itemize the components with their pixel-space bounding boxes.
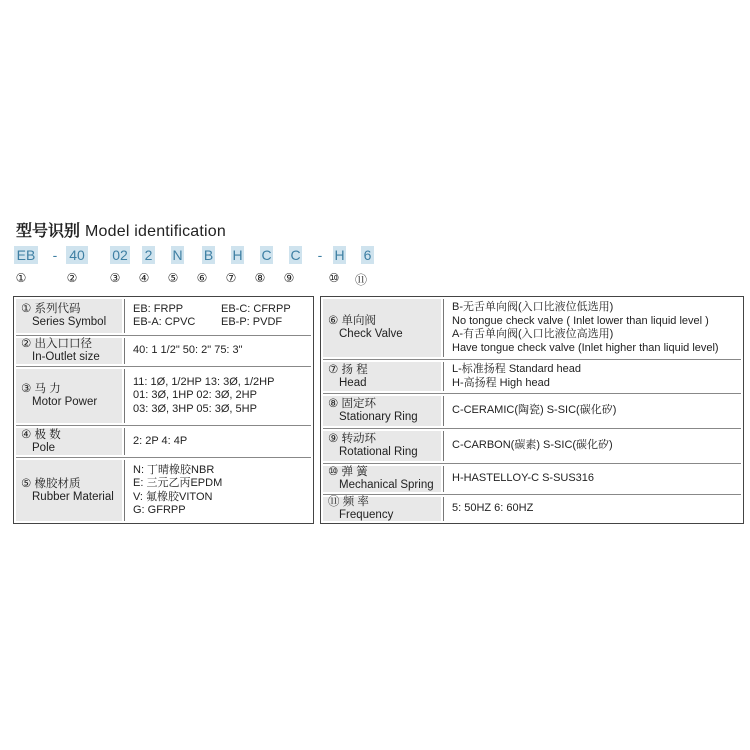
spec-value-line: C-CERAMIC(陶瓷) S-SIC(碳化矽)	[452, 404, 617, 417]
spec-label	[16, 460, 122, 521]
spec-value-line	[133, 303, 311, 317]
spec-value-line: 5: 50HZ 6: 60HZ	[452, 502, 534, 515]
spec-value	[443, 362, 741, 391]
spec-row	[321, 429, 743, 463]
code-position-number: ⑤	[167, 271, 179, 285]
spec-label-en: Series Symbol	[32, 316, 107, 328]
right-spec-table	[320, 296, 744, 524]
code-position-number: ⑧	[254, 271, 266, 285]
spec-value-line: 2: 2P 4: 4P	[133, 434, 188, 447]
title-chinese: 型号识别	[16, 223, 81, 240]
spec-label-zh: ① 系列代码	[21, 303, 81, 315]
code-segment: 02	[110, 246, 130, 264]
title-english: Model identification	[85, 223, 226, 240]
spec-row	[14, 426, 313, 457]
code-separator: -	[52, 247, 58, 263]
code-separator: -	[317, 247, 323, 263]
spec-value-line: E: 三元乙丙EPDM	[133, 477, 223, 489]
spec-label	[16, 428, 122, 455]
spec-row	[14, 336, 313, 366]
code-segment: H	[232, 247, 243, 263]
spec-label	[16, 338, 122, 364]
spec-label-zh: ④ 极 数	[21, 428, 61, 441]
code-position-number: ⑦	[225, 271, 237, 285]
spec-label-zh: ⑧ 固定环	[328, 398, 377, 410]
code-segment: 6	[361, 246, 374, 264]
code-segment: H	[334, 247, 345, 263]
code-position-number: ⑪	[354, 273, 367, 287]
spec-value-line	[133, 316, 311, 330]
spec-label	[16, 299, 122, 333]
spec-label	[323, 497, 441, 521]
code-position-number: ④	[138, 271, 150, 285]
spec-label	[323, 466, 441, 492]
section-title	[16, 218, 226, 241]
spec-label-zh: ⑥ 单向阀	[328, 315, 377, 327]
spec-row	[14, 297, 313, 335]
code-segment: 40	[66, 246, 88, 264]
spec-value-line: 03: 3Ø, 3HP 05: 3Ø, 5HP	[133, 402, 257, 415]
code-segment: C	[261, 247, 272, 263]
spec-value-line: 11: 1Ø, 1/2HP 13: 3Ø, 1/2HP	[133, 375, 275, 388]
spec-label	[323, 431, 441, 461]
spec-value-line: C-CARBON(碳素) S-SIC(碳化矽)	[452, 439, 613, 452]
spec-value-line: A-有舌单向阀(入口比液位高选用)	[452, 328, 614, 340]
spec-label-zh: ⑨ 转动环	[328, 433, 377, 445]
spec-label	[323, 299, 441, 357]
spec-value-line: V: 氟橡胶VITON	[133, 490, 213, 503]
spec-value	[443, 396, 741, 426]
spec-label	[323, 396, 441, 426]
spec-label-zh: ⑦ 扬 程	[328, 363, 368, 376]
spec-value-line: B-无舌单向阀(入口比液位低选用)	[452, 301, 614, 313]
code-segment: B	[203, 247, 214, 263]
spec-value-line: 40: 1 1/2" 50: 2" 75: 3"	[133, 344, 243, 357]
spec-value-line: 01: 3Ø, 1HP 02: 3Ø, 2HP	[133, 389, 257, 402]
spec-row	[321, 360, 743, 393]
spec-value-line: L-标准扬程 Standard head	[452, 363, 582, 375]
code-position-number: ①	[15, 271, 27, 285]
spec-value	[443, 497, 741, 521]
spec-value	[443, 299, 741, 357]
spec-value-line: No tongue check valve ( Inlet lower than liquid level )	[452, 314, 709, 327]
code-position-number: ②	[66, 271, 78, 285]
spec-row	[321, 495, 743, 523]
spec-label	[323, 362, 441, 391]
spec-label-en: Head	[339, 376, 367, 389]
spec-row	[321, 394, 743, 428]
code-segment: EB	[14, 246, 38, 264]
spec-value	[124, 338, 311, 364]
spec-value-line: G: GFRPP	[133, 504, 186, 516]
code-segment: C	[290, 247, 301, 263]
spec-label-zh: ⑪ 频 率	[328, 496, 369, 508]
spec-label-en: Mechanical Spring	[339, 479, 434, 491]
spec-value-cell: EB-A: CPVC	[133, 316, 196, 328]
spec-label-en: Stationary Ring	[339, 411, 418, 423]
spec-value	[443, 466, 741, 492]
spec-label-zh: ③ 马 力	[21, 383, 61, 395]
spec-value	[124, 460, 311, 521]
spec-value-cell: EB: FRPP	[133, 302, 184, 315]
spec-row	[14, 367, 313, 425]
left-spec-table	[13, 296, 314, 524]
code-position-number: ⑨	[283, 271, 295, 285]
code-position-number: ③	[109, 271, 121, 285]
spec-row	[321, 297, 743, 359]
spec-value	[124, 299, 311, 333]
code-position-number: ⑥	[196, 271, 208, 285]
spec-label-zh: ② 出入口口径	[21, 338, 93, 350]
code-segment: N	[172, 247, 183, 263]
spec-value	[124, 428, 311, 455]
spec-value	[124, 369, 311, 423]
spec-row	[14, 458, 313, 523]
spec-value-line: N: 丁晴橡胶NBR	[133, 463, 215, 476]
spec-value-line: H-HASTELLOY-C S-SUS316	[452, 472, 595, 485]
spec-label-en: Frequency	[339, 509, 394, 521]
spec-label-en: Rubber Material	[32, 490, 114, 503]
spec-value	[443, 431, 741, 461]
spec-label-en: Rotational Ring	[339, 446, 418, 458]
spec-label-en: In-Outlet size	[32, 351, 100, 363]
spec-label-en: Check Valve	[339, 328, 403, 340]
spec-label-en: Pole	[32, 441, 56, 454]
spec-label-zh: ⑤ 橡胶材质	[21, 477, 81, 490]
spec-value-line: Have tongue check valve (Inlet higher than liquid level)	[452, 341, 719, 354]
spec-label-en: Motor Power	[32, 396, 98, 408]
code-segment: 2	[142, 246, 155, 264]
code-position-number: ⑩	[328, 271, 340, 285]
spec-value-line: H-高扬程 High head	[452, 376, 550, 389]
spec-label-zh: ⑩ 弹 簧	[328, 466, 368, 478]
spec-row	[321, 464, 743, 494]
spec-value-cell: EB-C: CFRPP	[221, 302, 291, 315]
spec-label	[16, 369, 122, 423]
spec-value-cell: EB-P: PVDF	[221, 316, 283, 328]
